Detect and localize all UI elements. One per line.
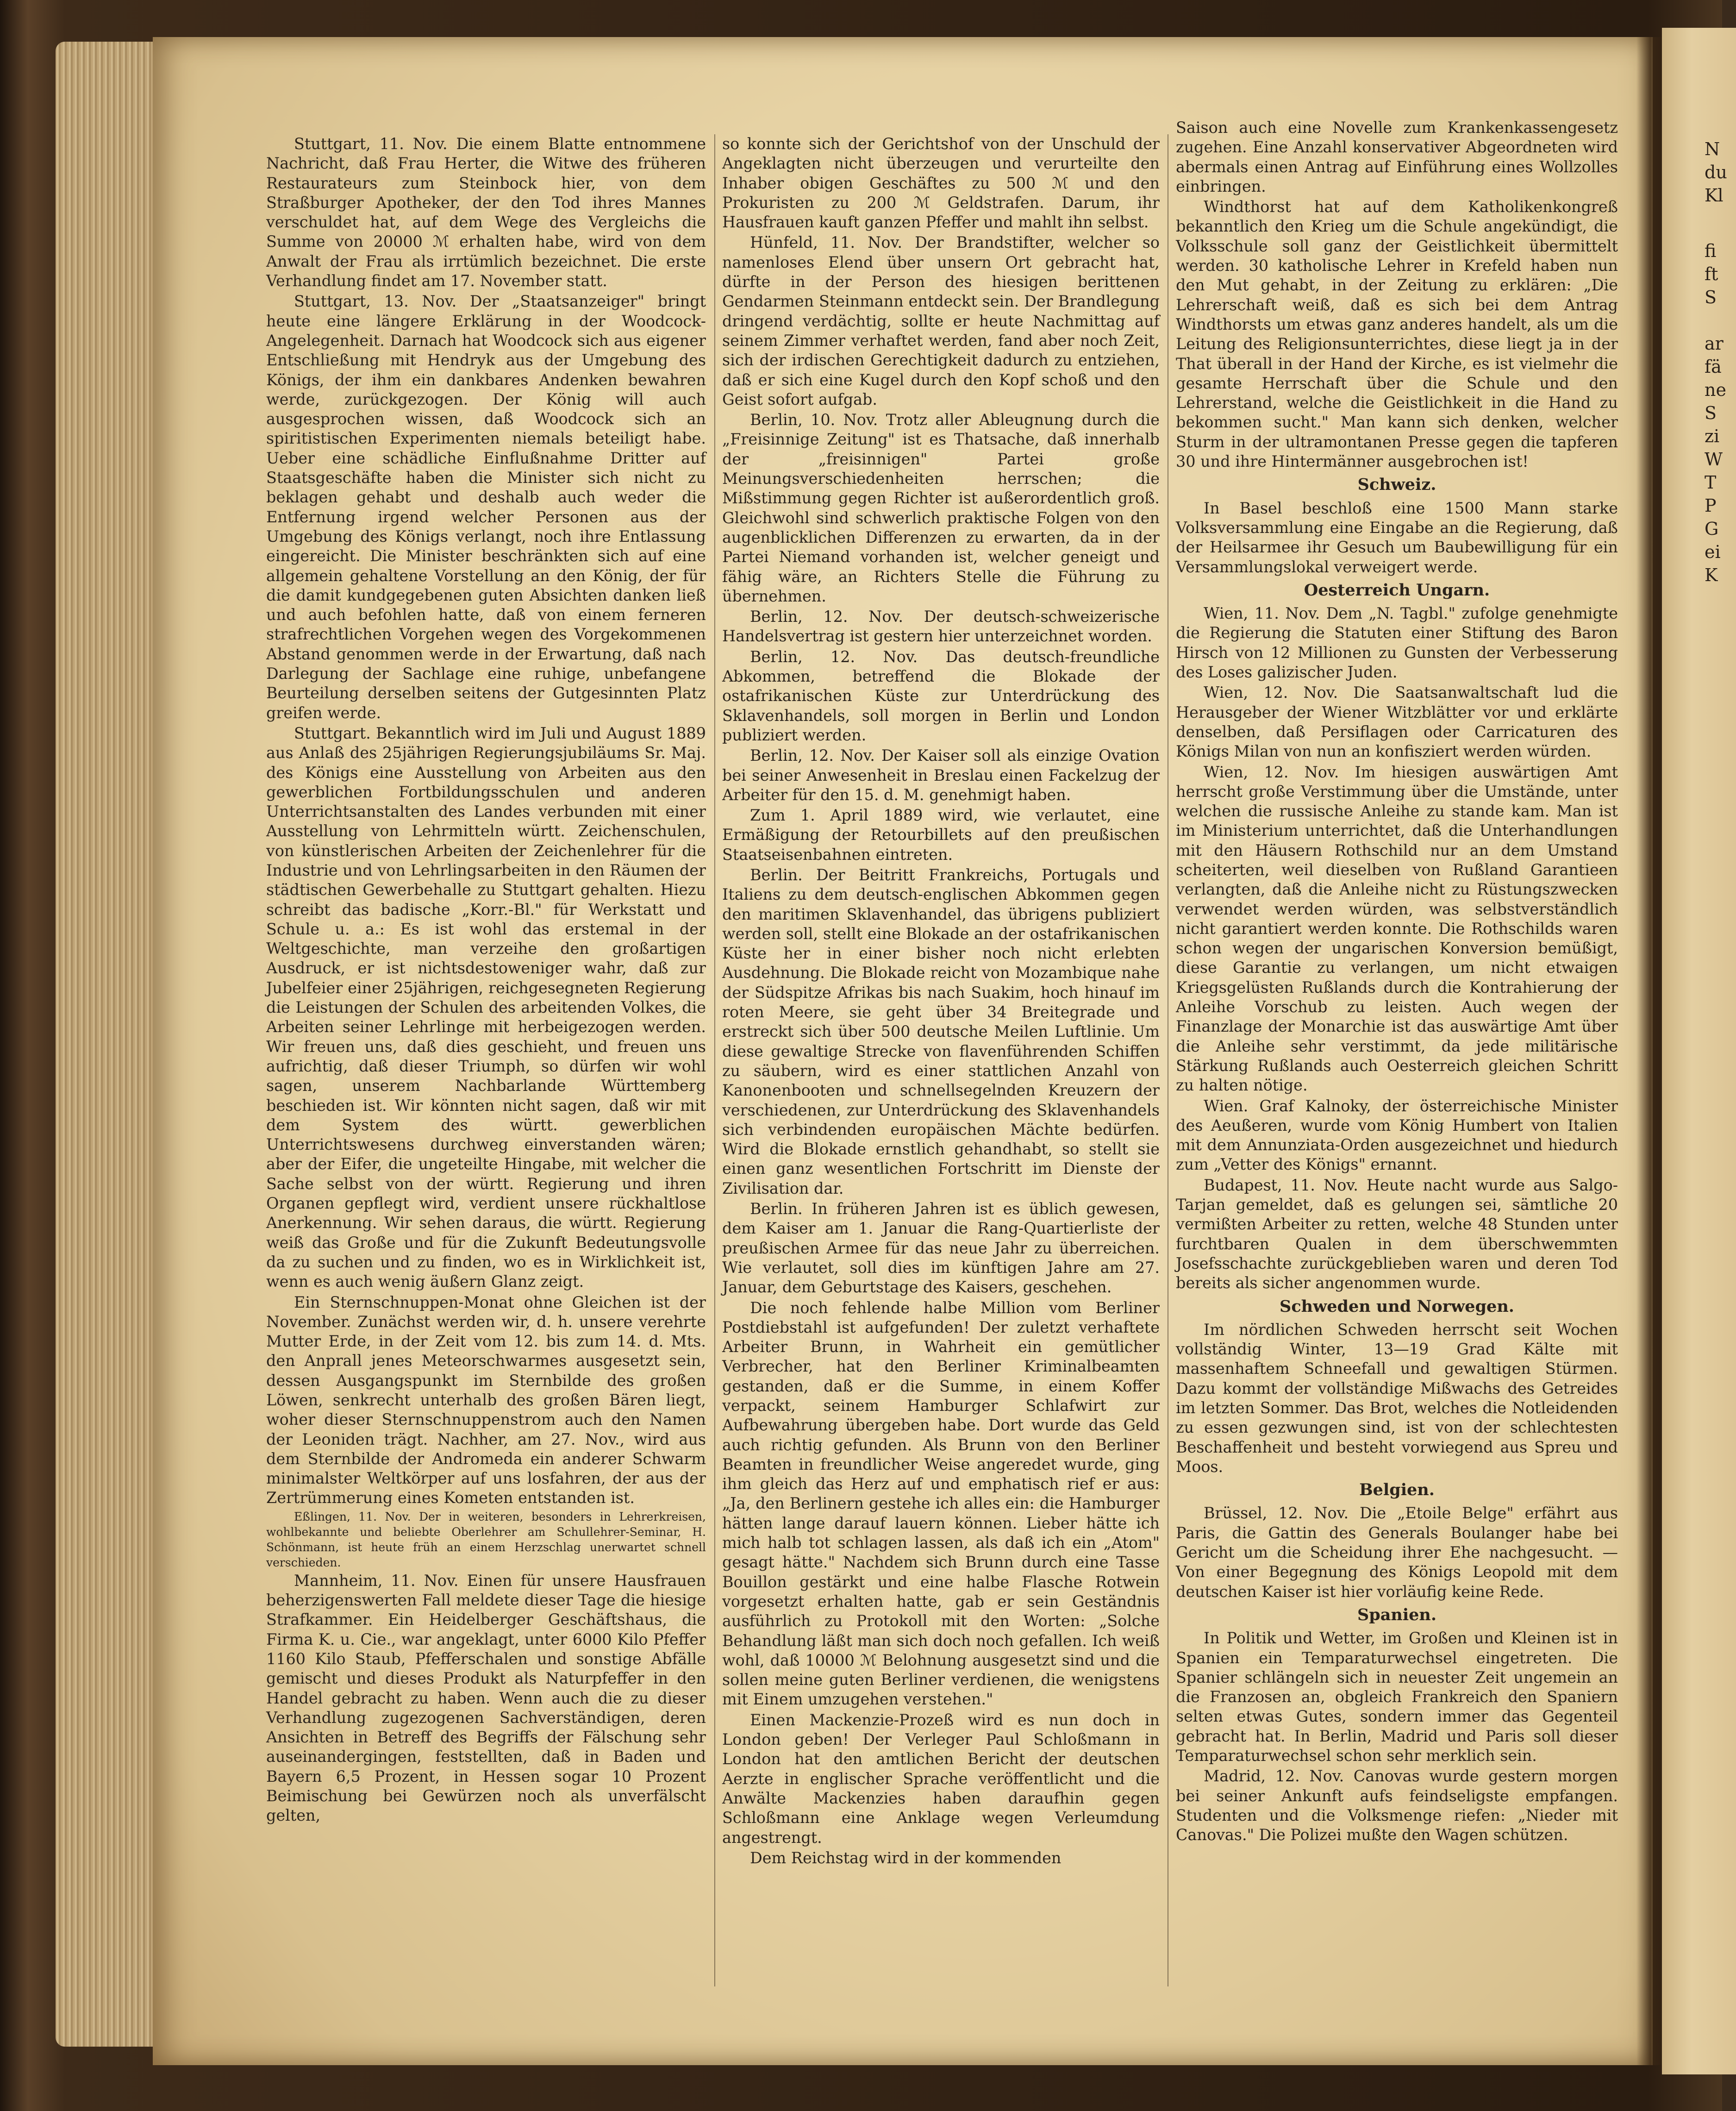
- article-reichstag: Dem Reichstag wird in der kommenden: [750, 1848, 1062, 1867]
- article-basel: In Basel beschloß eine 1500 Mann starke Volksversammlung eine Eingabe an die Regierung, daß der Heilsarmee ihr Gesuch um Baubewilligung für ein Versammlungslokal verweigert werde.: [1176, 499, 1618, 576]
- article-berlin-rangliste: Berlin. In früheren Jahren ist es üblich gewesen, dem Kaiser am 1. Januar die Rang-Quartierliste der preußischen Armee für das neue Jahr zu überreichen. Wie verlautet, soll dies im künftigen Jahre am 27. Januar, dem Geburtstage des Kaisers, geschehen.: [722, 1200, 1160, 1297]
- article-windthorst: Windthorst hat auf dem Katholikenkongreß bekanntlich den Krieg um die Schule angekündigt, die Volksschule soll ganz der Geistlichkeit übermittelt werden. 30 katholische Lehrer in Krefeld haben nun den Mut gehabt, in der Zeitung zu erklären: „Die Lehrerschaft weiß, daß es sich bei dem Antrag Windthorsts um etwas ganz anderes handelt, als um die Leitung des Religionsunterrichtes, diese liegt ja in der That überall in der Hand der Kirche, es ist vielmehr die gesamte Herrschaft über die Schule und den Lehrerstand, welche die Geistlichkeit in die Hand zu bekommen sucht." Man kann sich denken, welcher Sturm in der ultramontanen Presse gegen die tapferen 30 und ihre Hintermänner ausgebrochen ist!: [1176, 198, 1618, 471]
- article-berlin-handelsvertrag: Berlin, 12. Nov. Der deutsch-schweizerische Handelsvertrag ist gestern hier unterzeichnet worden.: [722, 608, 1160, 645]
- column-1: [266, 134, 706, 1991]
- facing-page: [1662, 28, 1736, 2074]
- article-berlin-kaiser: Berlin, 12. Nov. Der Kaiser soll als einzige Ovation bei seiner Anwesenheit in Breslau einen Fackelzug der Arbeiter für den 15. d. M. genehmigt haben.: [722, 746, 1160, 804]
- facing-page-fragment: K: [1705, 565, 1718, 585]
- article-mannheim: Mannheim, 11. Nov. Einen für unsere Hausfrauen beherzigenswerten Fall meldete dieser Tage die hiesige Strafkammer. Ein Heidelberger Geschäftshaus, die Firma K. u. Cie., war angeklagt, unter 6000 Kilo Pfeffer 1160 Kilo Staub, Pfefferschalen und sonstige Abfälle gemischt und dieses Produkt als Naturpfeffer in den Handel gebracht zu haben. Wenn auch die zu dieser Verhandlung zugezogenen Sachverständigen, deren Ansichten in Betreff des Begriffs der Fälschung sehr auseinandergingen, feststellten, daß in Baden und Bayern 6,5 Prozent, in Hessen sogar 10 Prozent Beimischung bei Gewürzen noch als unverfälscht gelten,: [266, 1571, 706, 1825]
- section-heading-schweiz: Schweiz.: [1357, 475, 1436, 495]
- article-wien-kalnoky: Wien. Graf Kalnoky, der österreichische Minister des Aeußeren, wurde vom König Humbert von Italien mit dem Annunziata-Orden ausgezeichnet und hiedurch zum „Vetter des Königs" ernannt.: [1176, 1096, 1618, 1174]
- section-heading-oesterreich: Oesterreich Ungarn.: [1304, 580, 1490, 600]
- facing-page-fragment: P: [1705, 495, 1717, 516]
- facing-page-fragment: N: [1705, 139, 1720, 159]
- article-madrid: Madrid, 12. Nov. Canovas wurde gestern morgen bei seiner Ankunft aufs feindseligste empfangen. Studenten und die Volksmenge riefen: „Nieder mit Canovas." Die Polizei mußte den Wagen schützen.: [1176, 1767, 1618, 1844]
- facing-page-fragment: fä: [1705, 357, 1722, 377]
- article-sternschnuppen: Ein Sternschnuppen-Monat ohne Gleichen ist der November. Zunächst werden wir, d. h. unsere verehrte Mutter Erde, in der Zeit vom 12. bis zum 14. d. Mts. den Anprall jenes Meteorschwarmes ausgesetzt sein, dessen Ausgangspunkt im Sternbilde des großen Löwen, senkrecht unterhalb des großen Bären liegt, woher dieser Sternschnuppenstrom auch den Namen der Leoniden trägt. Nachher, am 27. Nov., wird aus dem Sternbilde der Andromeda ein anderer Schwarm minimalster Weltkörper auf uns losfahren, der aus der Zertrümmerung eines Kometen entstanden ist.: [266, 1293, 706, 1507]
- section-heading-belgien: Belgien.: [1359, 1480, 1435, 1500]
- article-esslingen: Eßlingen, 11. Nov. Der in weiteren, besonders in Lehrerkreisen, wohlbekannte und beliebte Oberlehrer am Schullehrer-Seminar, H. Schönmann, ist heute früh an einem Herzschlag unerwartet schnell verschieden.: [266, 1510, 706, 1569]
- article-berlin-abkommen: Berlin, 12. Nov. Das deutsch-freundliche Abkommen, betreffend die Blokade der ostafrikanischen Küste zur Unterdrückung des Sklavenhandels, soll morgen in Berlin und London publiziert werden.: [722, 647, 1160, 744]
- article-huenfeld: Hünfeld, 11. Nov. Der Brandstifter, welcher so namenloses Elend über unsern Ort gebracht hat, dürfte in der Person des hiesigen berittenen Gendarmen Steinmann entdeckt sein. Der Brandlegung dringend verdächtig, sollte er heute Nachmittag auf seinem Zimmer verhaftet werden, fand aber noch Zeit, sich der irdischen Gerechtigkeit dadurch zu entziehen, daß er sich eine Kugel durch den Kopf schoß und den Geist sofort aufgab.: [722, 233, 1160, 408]
- facing-page-fragment: fi: [1705, 241, 1717, 261]
- article-mannheim-continued: so konnte sich der Gerichtshof von der Unschuld der Angeklagten nicht überzeugen und verurteilte den Inhaber obigen Geschäftes zu 500 ℳ und den Prokuristen zu 200 ℳ Geldstrafen. Darum, ihr Hausfrauen kauft ganzen Pfeffer und mahlt ihn selbst.: [722, 135, 1160, 232]
- article-stuttgart-11nov: Stuttgart, 11. Nov. Die einem Blatte entnommene Nachricht, daß Frau Herter, die Witwe des früheren Restaurateurs zum Steinbock hier, von dem Straßburger Apotheker, der den Tod ihres Mannes verschuldet hat, auf dem Wege des Vergleichs die Summe von 20000 ℳ erhalten habe, wird von dem Anwalt der Frau als irrtümlich bezeichnet. Die erste Verhandlung findet am 17. November statt.: [266, 135, 706, 290]
- facing-page-fragment: zi: [1705, 426, 1720, 446]
- facing-page-fragment: S: [1705, 403, 1717, 423]
- facing-page-fragment: T: [1705, 472, 1717, 493]
- article-bruessel: Brüssel, 12. Nov. Die „Etoile Belge" erfährt aus Paris, die Gattin des Generals Boulanger habe bei Gericht um die Scheidung ihrer Ehe nachgesucht. — Von einer Begegnung des Königs Leopold mit dem deutschen Kaiser ist hier vorläufig keine Rede.: [1176, 1504, 1618, 1601]
- article-wien-witzblaetter: Wien, 12. Nov. Die Saatsanwaltschaft lud die Herausgeber der Wiener Witzblätter vor und erklärte denselben, daß Persiflagen oder Carricaturen des Königs Milan von nun an konfisziert werden würden.: [1176, 683, 1618, 761]
- article-berlin-blokade: Berlin. Der Beitritt Frankreichs, Portugals und Italiens zu dem deutsch-englischen Abkommen gegen den maritimen Sklavenhandel, das übrigens publiziert werden soll, stellt eine Blokade an der ostafrikanischen Küste her in einer bisher noch nicht erlebten Ausdehnung. Die Blokade reicht von Mozambique nahe der Südspitze Afrikas bis nach Suakim, hoch hinauf im roten Meere, sie geht über 34 Breitegrade und erstreckt sich über 500 deutsche Meilen Luftlinie. Um diese gewaltige Strecke von flavenführenden Schiffen zu säubern, wird es einer stattlichen Anzahl von Kanonenbooten und schnellsegelnden Kreuzern der verschiedenen, zur Unterdrückung des Sklavenhandels sich verbindenden europäischen Mächte bedürfen. Wird die Blokade ernstlich gehandhabt, so stellt sie einen ganz wesentlichen Fortschritt im Dienste der Zivilisation dar.: [722, 865, 1160, 1197]
- facing-page-fragment: ne: [1705, 380, 1726, 400]
- book-gutter: [1636, 37, 1664, 2065]
- facing-page-fragment: ei: [1705, 542, 1721, 562]
- article-stuttgart-13nov: Stuttgart, 13. Nov. Der „Staatsanzeiger" bringt heute eine längere Erklärung in der Woodcock-Angelegenheit. Darnach hat Woodcock sich aus eigener Entschließung mit Hendryk aus der Umgebung des Königs, der ihm ein dankbares Andenken bewahren werde, zurückgezogen. Der König will auch ausgesprochen wissen, daß Woodcock sich an spiritistischen Experimenten niemals beteiligt habe. Ueber eine schädliche Einflußnahme Dritter auf Staatsgeschäfte haben die Minister sich nicht zu beklagen gehabt und deshalb auch weder die Entfernung irgend welcher Personen aus der Umgebung des Königs verlangt, noch ihre Entlassung eingereicht. Die Minister beschränkten sich auf eine allgemein gehaltene Vorstellung an den König, der für die damit kundgegebenen guten Absichten danken ließ und auch befohlen hatte, daß von einem ferneren strafrechtlichen Vorgehen wegen des Vorgekommenen Abstand genommen werde in der Erwartung, daß nach Darlegung der Sachlage eine ruhige, unbefangene Beurteilung derselben seitens der Gutgesinnten Platz greifen werde.: [266, 292, 706, 722]
- column-rule: [714, 134, 715, 1986]
- facing-page-fragment: W: [1705, 449, 1723, 470]
- article-mackenzie: Einen Mackenzie-Prozeß wird es nun doch in London geben! Der Verleger Paul Schloßmann in London hat den amtlichen Bericht der deutschen Aerzte in englischer Sprache veröffentlicht und die Anwälte Mackenzies haben daraufhin gegen Schloßmann eine Anklage wegen Verleumdung angestrengt.: [722, 1710, 1160, 1847]
- article-schweden: Im nördlichen Schweden herrscht seit Wochen vollständig Winter, 13—19 Grad Kälte mit massenhaftem Schneefall und gewaltigen Stürmen. Dazu kommt der vollständige Mißwachs des Getreides im letzten Sommer. Das Brot, welches die Notleidenden zu essen gezwungen sind, ist von der schlechtesten Beschaffenheit und besteht vorwiegend aus Spreu und Moos.: [1176, 1320, 1618, 1476]
- article-berlin-10nov: Berlin, 10. Nov. Trotz aller Ableugnung durch die „Freisinnige Zeitung" ist es Thatsache, daß innerhalb der „freisinnigen" Partei große Meinungsverschiedenheiten herrschen; die Mißstimmung gegen Richter ist außerordentlich groß. Gleichwohl sind schwerlich praktische Folgen von den augenblicklichen Differenzen zu erwarten, da in der Partei Niemand vorhanden ist, welcher geneigt und fähig wäre, an Richters Stelle die Führung zu übernehmen.: [722, 411, 1160, 605]
- article-stuttgart-ausstellung: Stuttgart. Bekanntlich wird im Juli und August 1889 aus Anlaß des 25jährigen Regierungsjubiläums Sr. Maj. des Königs eine Ausstellung von Arbeiten aus den gewerblichen Fortbildungsschulen und anderen Unterrichtsanstalten des Landes verbunden mit einer Ausstellung von Lehrmitteln württ. Zeichenschulen, von künstlerischen Arbeiten der Zeichenlehrer für die Industrie und von Lehrlingsarbeiten in den Räumen der städtischen Gewerbehalle zu Stuttgart gehalten. Hiezu schreibt das badische „Korr.-Bl." für Werkstatt und Schule u. a.: Es ist wohl das erstemal in der Weltgeschichte, man verzeihe den großartigen Ausdruck, er ist nichtsdestoweniger wahr, daß zur Jubelfeier einer 25jährigen, reichgesegneten Regierung die Leistungen der Schulen des arbeitenden Volkes, die Arbeiten seiner Lehrlinge mit herbeigezogen werden. Wir freuen uns, daß dies geschieht, und freuen uns aufrichtig, daß dieser Triumph, so dürfen wir wohl sagen, unserem Nachbarlande Württemberg beschieden ist. Wir könnten nicht sagen, daß wir mit dem System des württ. gewerblichen Unterrichtswesens durchweg einverstanden wären; aber der Eifer, die ungeteilte Hingabe, mit welcher die Sache selbst von der württ. Regierung und ihren Organen gepflegt wird, verdient unsere rückhaltlose Anerkennung. Wir sehen daraus, die württ. Regierung weiß das Große und für die Zukunft Bedeutungsvolle da zu suchen und zu finden, wo es in Wirklichkeit ist, wenn es auch wenig äußern Glanz zeigt.: [266, 724, 706, 1291]
- article-postdiebstahl: Die noch fehlende halbe Million vom Berliner Postdiebstahl ist aufgefunden! Der zuletzt verhaftete Arbeiter Brunn, in Wahrheit ein gemütlicher Verbrecher, hat den Berliner Kriminalbeamten gestanden, daß er die Summe, in einem Koffer verpackt, seinem Hamburger Schlafwirt zur Aufbewahrung übergeben habe. Dort wurde das Geld auch richtig gefunden. Als Brunn von den Berliner Beamten in freundlicher Weise angeredet wurde, ging ihm gleich das Herz auf und emphatisch rief er aus: „Ja, den Berlinern gestehe ich alles ein: die Hamburger hätten lange darauf lauern können. Lieber hätte ich mich halb tot schlagen lassen, als daß ich ein „Atom" gesagt hätte." Nachdem sich Brunn durch eine Tasse Bouillon gestärkt und eine halbe Flasche Rotwein vorgesetzt erhalten hatte, gab er sein Geständnis ausführlich zu Protokoll mit den Worten: „Solche Behandlung läßt man sich doch noch gefallen. Ich weiß wohl, daß 10000 ℳ Belohnung ausgesetzt sind und die sollen meine guten Berliner verdienen, die wenigstens mit Einem umzugehen verstehen.": [722, 1298, 1160, 1709]
- section-heading-schweden: Schweden und Norwegen.: [1280, 1297, 1514, 1316]
- column-2: [722, 134, 1160, 1991]
- facing-page-fragment: du: [1705, 162, 1727, 182]
- article-wien-anleihe: Wien, 12. Nov. Im hiesigen auswärtigen Amt herrscht große Verstimmung über die Umstände, unter welchen die russische Anleihe zu stande kam. Man ist im Ministerium unterrichtet, daß die Unterhandlungen mit den Häusern Rothschild nur an dem Umstand scheiterten, weil dieselben von Rußland Garantieen verlangten, daß die Anleihe nicht zu Rüstungszwecken verwendet werden würden, was selbstverständlich nicht garantiert werden konnte. Die Rothschilds waren schon wegen der ungarischen Konversion bemüßigt, diese Garantie zu verlangen, um nicht etwaigen Kriegsgelüsten Rußlands durch die Kontrahierung der Anleihe Vorschub zu leisten. Auch wegen der Finanzlage der Monarchie ist das auswärtige Amt über die Anleihe sehr verstimmt, da jede militärische Stärkung Rußlands auch Oesterreich gleichen Schritt zu halten nötige.: [1176, 763, 1618, 1095]
- section-heading-spanien: Spanien.: [1357, 1605, 1437, 1624]
- facing-page-fragment: ar: [1705, 333, 1724, 354]
- article-budapest: Budapest, 11. Nov. Heute nacht wurde aus Salgo-Tarjan gemeldet, daß es gelungen sei, sämtliche 20 vermißten Arbeiter zu retten, welche 48 Stunden unter furchtbaren Qualen in dem überschwemmten Josefsschachte zurückgeblieben waren und deren Tod bereits als sicher angenommen wurde.: [1176, 1176, 1618, 1292]
- facing-page-fragment: G: [1705, 519, 1719, 539]
- facing-page-fragment: S: [1705, 287, 1717, 307]
- article-reichstag-continued: Saison auch eine Novelle zum Krankenkassengesetz zugehen. Eine Anzahl konservativer Abgeordneten wird abermals einen Antrag auf Einführung eines Wollzolles einbringen.: [1176, 119, 1618, 195]
- article-wien-11nov: Wien, 11. Nov. Dem „N. Tagbl." zufolge genehmigte die Regierung die Statuten einer Stiftung des Baron Hirsch von 12 Millionen zu Gunsten der Verbesserung des Loses galizischer Juden.: [1176, 604, 1618, 682]
- column-3: [1176, 118, 1618, 1975]
- article-spanien: In Politik und Wetter, im Großen und Kleinen ist in Spanien ein Temparaturwechsel eingetreten. Die Spanier schlängeln sich in neuester Zeit ungemein an die Franzosen an, obgleich Frankreich den Spaniern selten etwas Gutes, sondern immer das Gegenteil gebracht hat. In Berlin, Madrid und Paris soll dieser Temparaturwechsel schon sehr merklich sein.: [1176, 1629, 1618, 1765]
- article-retourbillets: Zum 1. April 1889 wird, wie verlautet, eine Ermäßigung der Retourbillets auf den preußischen Staatseisenbahnen eintreten.: [722, 806, 1160, 864]
- facing-page-fragment: ft: [1705, 264, 1718, 284]
- facing-page-fragment: Kl: [1705, 185, 1724, 206]
